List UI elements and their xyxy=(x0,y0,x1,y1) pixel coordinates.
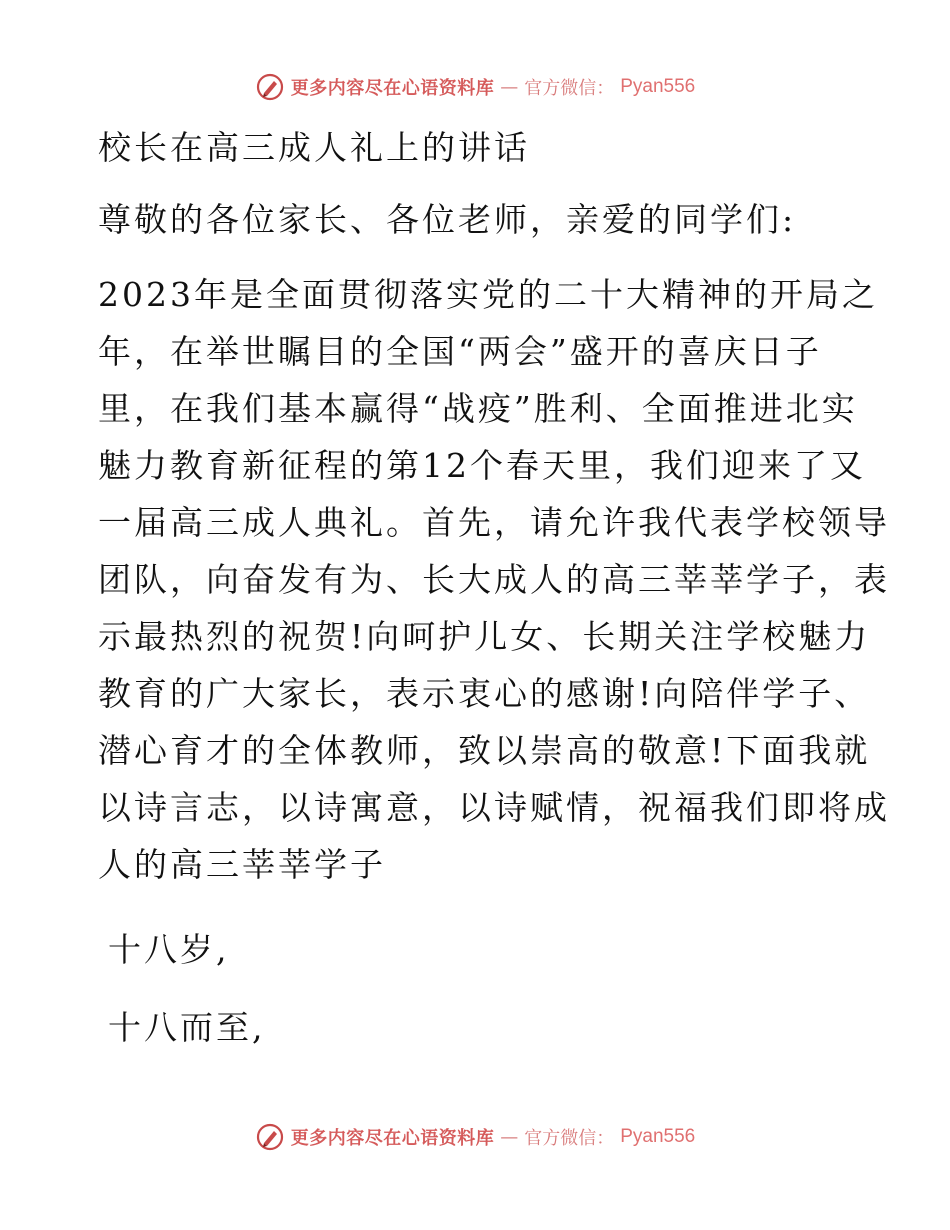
watermark-wechat-id: Pyan556 xyxy=(620,76,696,97)
paragraph-line: 魅力教育新征程的第12个春天里，我们迎来了又 xyxy=(98,446,866,485)
watermark-dash: — xyxy=(500,1126,519,1148)
paragraph-line: 2023年是全面贯彻落实党的二十大精神的开局之 xyxy=(98,275,878,314)
paragraph-line: 教育的广大家长，表示衷心的感谢!向陪伴学子、 xyxy=(98,674,871,713)
paragraph-line: 潜心育才的全体教师，致以崇高的敬意!下面我就 xyxy=(98,731,871,770)
watermark-official-label: 官方微信： xyxy=(524,1128,615,1149)
header-watermark xyxy=(0,72,950,102)
paragraph-line: 示最热烈的祝贺!向呵护儿女、长期关注学校魅力 xyxy=(98,617,871,656)
verse-line: 十八而至, xyxy=(108,1008,266,1047)
pen-logo-icon xyxy=(255,1122,285,1152)
footer-watermark xyxy=(0,1122,950,1152)
salutation: 尊敬的各位家长、各位老师，亲爱的同学们: xyxy=(98,200,797,239)
paragraph-line: 以诗言志，以诗寓意，以诗赋情，祝福我们即将成 xyxy=(98,788,890,827)
watermark-dash: — xyxy=(500,76,519,98)
watermark-text: 更多内容尽在心语资料库 xyxy=(290,1128,495,1149)
watermark-official-label: 官方微信： xyxy=(524,78,615,99)
watermark-text: 更多内容尽在心语资料库 xyxy=(290,78,495,99)
paragraph-line: 年，在举世瞩目的全国“两会”盛开的喜庆日子 xyxy=(98,332,822,371)
paragraph-line: 团队，向奋发有为、长大成人的高三莘莘学子，表 xyxy=(98,560,890,599)
pen-logo-icon xyxy=(255,72,285,102)
paragraph-line: 一届高三成人典礼。首先，请允许我代表学校领导 xyxy=(98,503,890,542)
document-title: 校长在高三成人礼上的讲话 xyxy=(98,128,530,167)
verse-line: 十八岁, xyxy=(108,930,230,969)
paragraph-line: 里，在我们基本赢得“战疫”胜利、全面推进北实 xyxy=(98,389,858,428)
paragraph-line: 人的高三莘莘学子 xyxy=(98,845,386,884)
watermark-wechat-id: Pyan556 xyxy=(620,1126,696,1147)
